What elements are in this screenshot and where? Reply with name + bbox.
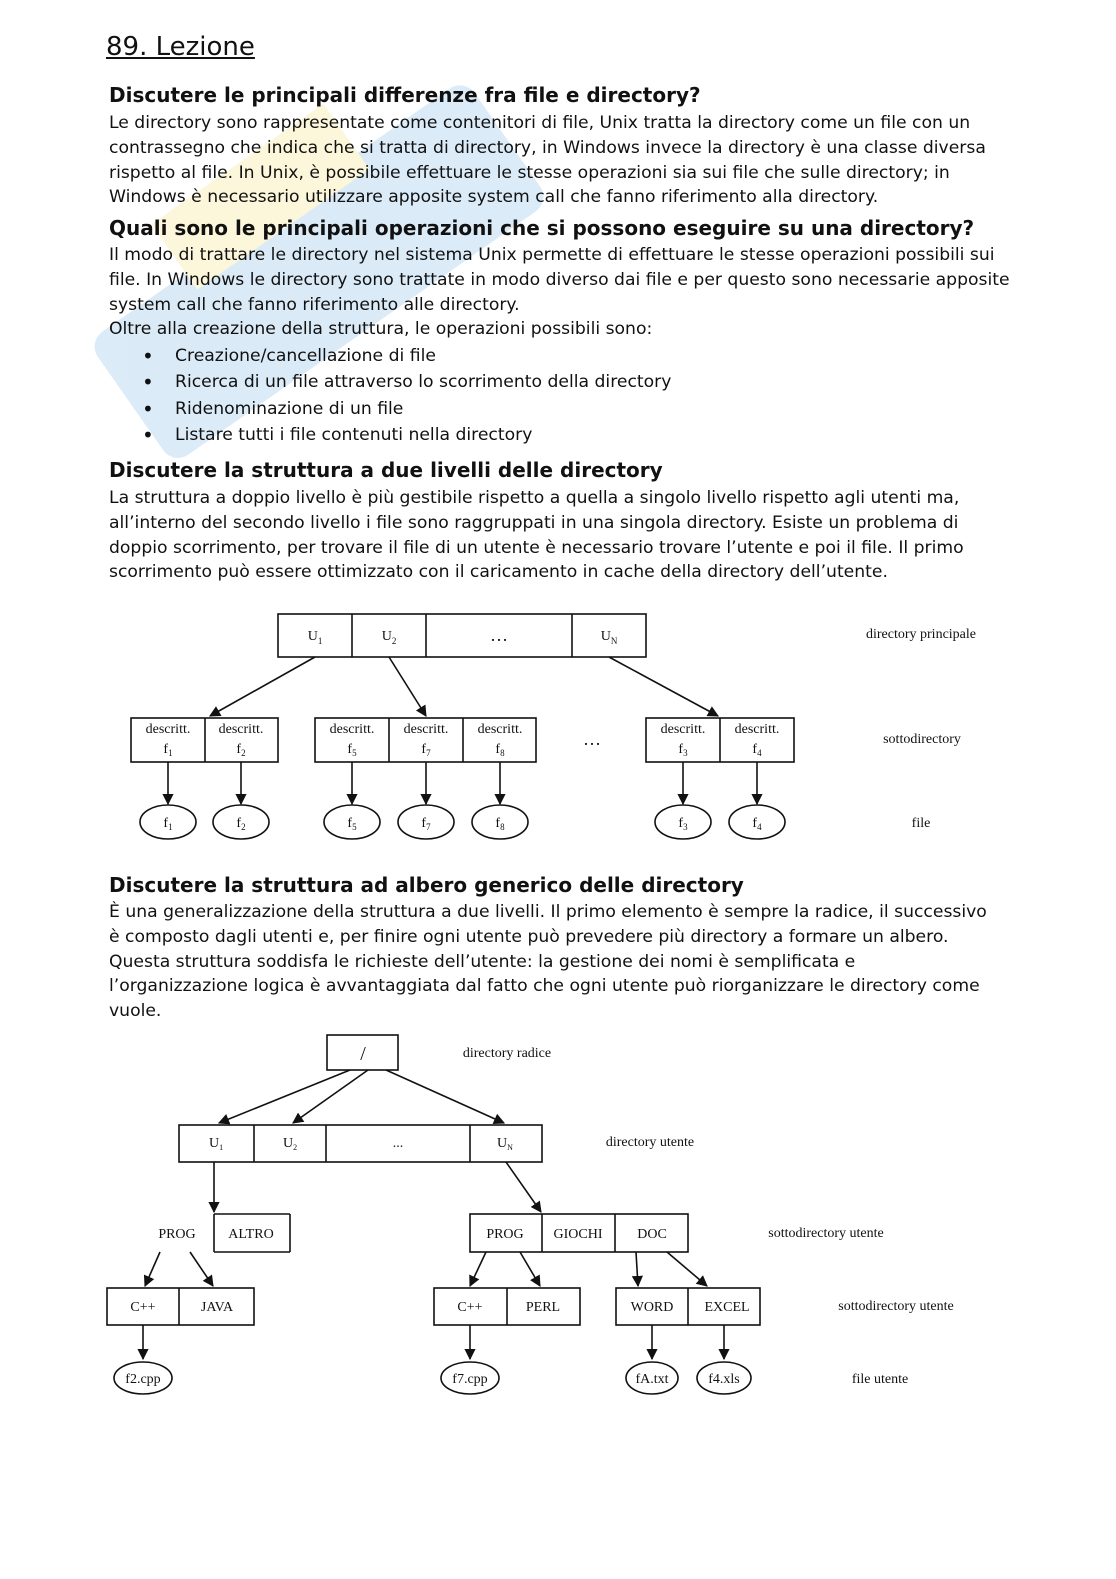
text-line: Questa struttura soddisfa le richieste dell’utente: la gestione dei nomi è semplificata e: [109, 951, 856, 972]
file-label: $f_5$: [347, 816, 357, 832]
user-cell-label: $U_1$: [307, 629, 323, 646]
user-file-label: fA.txt: [635, 1372, 669, 1387]
list-item: • Creazione/cancellazione di file: [109, 343, 671, 369]
text-line: Oltre alla creazione della struttura, le operazioni possibili sono:: [109, 319, 653, 340]
level-label-subdir: sottodirectory utente: [838, 1299, 954, 1314]
descriptor-file: $f_1$: [163, 742, 173, 758]
user-cell-label: $U_N$: [497, 1136, 513, 1152]
descriptor-label: descritt.: [218, 722, 264, 737]
level-label-subdir: sottodirectory: [883, 732, 961, 747]
text-line: La struttura a doppio livello è più gestibile rispetto a quella a singolo livello rispetto agli utenti ma,: [109, 488, 960, 508]
leaf-subdir-label: WORD: [630, 1300, 674, 1315]
question-two-level-structure: Discutere la struttura a due livelli delle directory: [109, 458, 663, 482]
file-label: $f_1$: [163, 816, 173, 832]
descriptor-label: descritt.: [477, 722, 523, 737]
subdir-label: GIOCHI: [553, 1227, 603, 1242]
user-cell-label: $U_N$: [600, 629, 618, 646]
text-line: scorrimento può essere ottimizzato con il caricamento in cache della directory dell’utente.: [109, 562, 888, 583]
list-item: • Listare tutti i file contenuti nella directory: [109, 422, 671, 448]
question-directory-operations: Quali sono le principali operazioni che si possono eseguire su una directory?: [109, 216, 975, 240]
file-label: $f_4$: [752, 816, 762, 832]
lesson-title: 89. Lezione: [106, 32, 255, 62]
text-line: all’interno del secondo livello i file sono raggruppati in una singola directory. Esiste un problema di: [109, 512, 959, 533]
level-label-files: file utente: [851, 1372, 909, 1387]
leaf-subdir-label: EXCEL: [704, 1300, 750, 1315]
ellipsis: …: [583, 729, 601, 749]
text-line: contrassegno che indica che si tratta di directory, in Windows invece la directory è una classe diversa: [109, 137, 986, 158]
descriptor-file: $f_3$: [678, 742, 688, 758]
text-line: rispetto al file. In Unix, è possibile effettuare le stesse operazioni sia sui file che sulle directory; in: [109, 162, 950, 183]
root-label: /: [360, 1043, 366, 1065]
list-item: • Ricerca di un file attraverso lo scorrimento della directory: [109, 369, 671, 395]
leaf-subdir-label: C++: [457, 1300, 483, 1315]
text-line: Il modo di trattare le directory nel sistema Unix permette di effettuare le stesse operazioni possibili sui: [109, 245, 995, 265]
descriptor-file: $f_8$: [495, 742, 505, 758]
file-label: $f_7$: [421, 816, 431, 832]
text-line: l’organizzazione logica è avvantaggiata dal fatto che ogni utente può riorganizzare le directory come: [109, 976, 980, 997]
user-cell-label: $U_1$: [208, 1136, 224, 1152]
descriptor-label: descritt.: [329, 722, 375, 737]
level-label-users: directory utente: [605, 1135, 695, 1150]
user-file-label: f7.cpp: [452, 1372, 488, 1387]
text-line: doppio scorrimento, per trovare il file di un utente è necessario trovare l’utente e poi il file. Il primo: [109, 537, 964, 558]
descriptor-label: descritt.: [660, 722, 706, 737]
descriptor-file: $f_5$: [347, 742, 357, 758]
user-file-label: f2.cpp: [125, 1372, 161, 1387]
ellipsis: ...: [392, 1136, 404, 1151]
level-label-main: directory principale: [865, 627, 977, 642]
user-directory-box: [179, 1125, 542, 1162]
text-line: vuole.: [109, 1001, 162, 1022]
text-line: system call che fanno riferimento alle directory.: [109, 294, 520, 315]
subdir-label: ALTRO: [228, 1227, 274, 1242]
subdir-label: DOC: [637, 1227, 667, 1242]
text-line: Le directory sono rappresentate come contenitori di file, Unix tratta la directory come un file con un: [109, 113, 971, 133]
descriptor-label: descritt.: [403, 722, 449, 737]
descriptor-label: descritt.: [734, 722, 780, 737]
leaf-subdir-label: C++: [130, 1300, 156, 1315]
leaf-subdir-label: JAVA: [200, 1300, 234, 1315]
descriptor-file: $f_7$: [421, 742, 431, 758]
user-file-label: f4.xls: [708, 1372, 740, 1387]
question-tree-structure: Discutere la struttura ad albero generico delle directory: [109, 873, 744, 897]
user-cell-label: $U_2$: [282, 1136, 298, 1152]
text-line: è composto dagli utenti e, per finire ogni utente può prevedere più directory a formare un albero.: [109, 926, 949, 947]
subdir-label: PROG: [158, 1227, 196, 1242]
user-cell-label: $U_2$: [381, 629, 397, 646]
file-label: $f_3$: [678, 816, 688, 832]
level-label-root: directory radice: [462, 1046, 552, 1061]
level-label-subdir: sottodirectory utente: [768, 1226, 884, 1241]
leaf-subdir-label: PERL: [525, 1300, 561, 1315]
question-file-vs-directory: Discutere le principali differenze fra file e directory?: [109, 83, 701, 107]
subdir-label: PROG: [486, 1227, 524, 1242]
ellipsis: …: [490, 625, 508, 645]
text-line: Windows è necessario utilizzare apposite system call che fanno riferimento alla directory.: [109, 187, 879, 208]
file-label: $f_8$: [495, 816, 505, 832]
level-label-file: file: [911, 816, 931, 831]
text-line: file. In Windows le directory sono trattate in modo diverso dai file e per questo sono necessarie apposite: [109, 269, 1010, 290]
descriptor-file: $f_4$: [752, 742, 762, 758]
file-label: $f_2$: [236, 816, 246, 832]
descriptor-label: descritt.: [145, 722, 191, 737]
list-item: • Ridenominazione di un file: [109, 396, 671, 422]
text-line: È una generalizzazione della struttura a due livelli. Il primo elemento è sempre la radice, il successivo: [109, 902, 987, 922]
descriptor-file: $f_2$: [236, 742, 246, 758]
